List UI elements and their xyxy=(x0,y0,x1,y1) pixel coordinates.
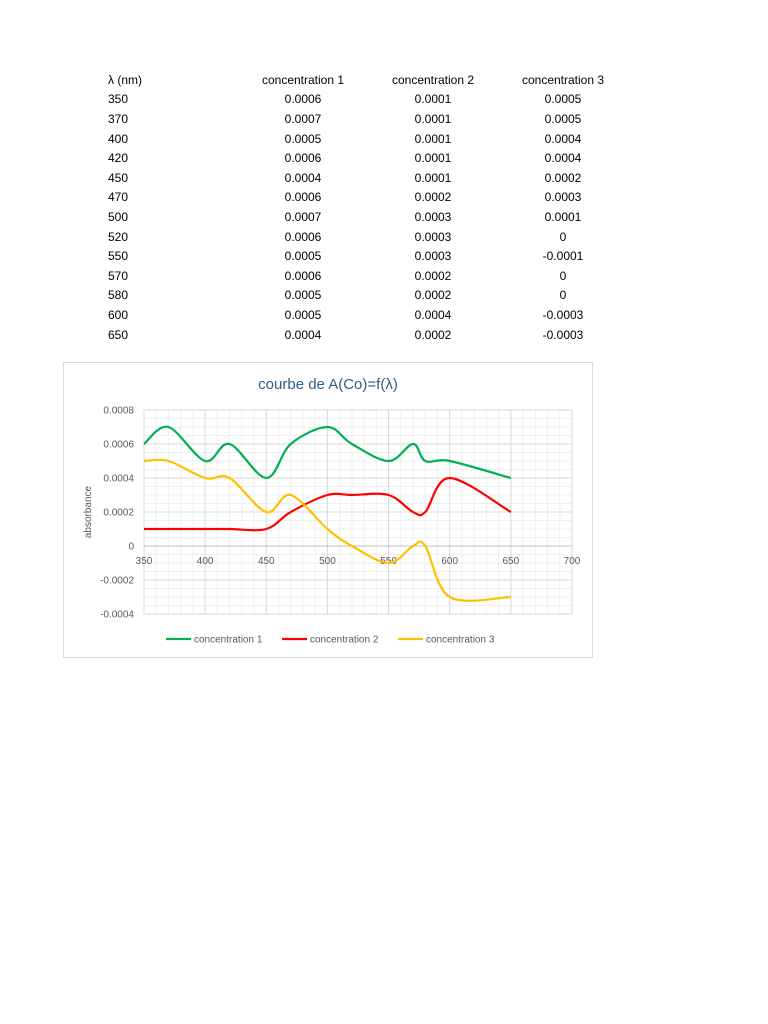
table-row xyxy=(60,266,628,286)
table-cell: 0.0006 xyxy=(284,190,322,205)
table-row xyxy=(60,246,628,266)
table-cell: 0.0001 xyxy=(544,209,582,224)
table-row xyxy=(60,325,628,345)
table-cell: 470 xyxy=(108,190,129,205)
legend-label-3: concentration 3 xyxy=(426,634,495,646)
table-cell: 0.0002 xyxy=(414,327,452,342)
y-tick-label: -0.0004 xyxy=(100,609,134,621)
chart-frame xyxy=(63,362,593,658)
legend-label-1: concentration 1 xyxy=(194,634,263,646)
table-cell: 600 xyxy=(108,307,129,322)
table-cell: 0.0006 xyxy=(284,151,322,166)
table-cell: 0.0002 xyxy=(414,288,452,303)
table-cell: 0.0004 xyxy=(544,151,582,166)
table-cell: 0.0005 xyxy=(284,131,322,146)
table-cell: 0.0002 xyxy=(544,170,582,185)
table-cell: 0.0001 xyxy=(414,92,452,107)
table-header-cell: concentration 3 xyxy=(521,72,605,87)
table-cell: 400 xyxy=(108,131,129,146)
table-cell: -0.0001 xyxy=(542,249,584,264)
x-tick-label: 650 xyxy=(502,556,520,567)
table-row xyxy=(60,129,628,149)
table-cell: 0.0006 xyxy=(284,92,322,107)
table-cell: 520 xyxy=(108,229,129,244)
table-header-cell: λ (nm) xyxy=(108,72,142,87)
y-axis-label: absorbance xyxy=(83,485,94,539)
table-cell: 0.0005 xyxy=(284,249,322,264)
table-cell: 0.0003 xyxy=(414,209,452,224)
table-cell: 450 xyxy=(108,170,129,185)
table-row xyxy=(60,227,628,247)
table-cell: 0.0002 xyxy=(414,190,452,205)
table-cell: 650 xyxy=(108,327,129,342)
y-tick-label: 0 xyxy=(128,541,134,553)
chart-title: courbe de A(Co)=f(λ) xyxy=(258,376,398,393)
line-chart xyxy=(64,363,592,657)
table-row xyxy=(60,148,628,168)
table-cell: 0.0007 xyxy=(284,209,322,224)
table-row xyxy=(60,90,628,110)
table-row xyxy=(60,286,628,306)
x-tick-label: 550 xyxy=(380,556,397,567)
table-cell: 0.0002 xyxy=(414,268,452,283)
table-row xyxy=(60,305,628,325)
table-cell: 0.0004 xyxy=(414,307,452,322)
table-cell: 0.0004 xyxy=(284,170,322,185)
table-cell: 0.0003 xyxy=(414,249,452,264)
table-cell: 0.0004 xyxy=(284,327,322,342)
y-tick-label: 0.0004 xyxy=(103,473,134,485)
table-cell: 0.0005 xyxy=(284,288,322,303)
table-cell: 0.0005 xyxy=(544,111,582,126)
table-cell: 0.0001 xyxy=(414,111,452,126)
x-tick-label: 350 xyxy=(135,556,153,567)
table-header-cell: concentration 1 xyxy=(261,72,345,87)
table-cell: 570 xyxy=(108,268,129,283)
table-cell: 0.0005 xyxy=(284,307,322,322)
table-row xyxy=(60,188,628,208)
table-cell: 370 xyxy=(108,111,129,126)
table-cell: 580 xyxy=(108,288,129,303)
table-cell: 0 xyxy=(559,229,567,244)
x-tick-label: 700 xyxy=(563,556,581,567)
table-cell: 0.0004 xyxy=(544,131,582,146)
y-tick-label: 0.0008 xyxy=(103,405,134,417)
table-cell: 0.0006 xyxy=(284,229,322,244)
table-cell: -0.0003 xyxy=(542,327,584,342)
table-header-row xyxy=(60,70,628,90)
legend-label-2: concentration 2 xyxy=(310,634,379,646)
y-tick-label: 0.0006 xyxy=(103,439,134,451)
table-cell: 0.0001 xyxy=(414,151,452,166)
table-header-cell: concentration 2 xyxy=(391,72,475,87)
x-tick-label: 500 xyxy=(319,556,336,567)
table-cell: 0.0003 xyxy=(414,229,452,244)
x-tick-label: 400 xyxy=(196,556,214,567)
table-row xyxy=(60,109,628,129)
table-cell: -0.0003 xyxy=(542,307,584,322)
y-tick-label: 0.0002 xyxy=(103,507,134,519)
table-cell: 0.0006 xyxy=(284,268,322,283)
table-row xyxy=(60,207,628,227)
x-tick-label: 450 xyxy=(257,556,275,567)
y-tick-label: -0.0002 xyxy=(100,575,134,587)
table-cell: 350 xyxy=(108,92,129,107)
x-tick-label: 600 xyxy=(441,556,459,567)
table-cell: 0 xyxy=(559,268,567,283)
table-cell: 550 xyxy=(108,249,129,264)
table-cell: 420 xyxy=(108,151,129,166)
table-cell: 0.0005 xyxy=(544,92,582,107)
table-cell: 500 xyxy=(108,209,129,224)
table-cell: 0.0003 xyxy=(544,190,582,205)
table-cell: 0.0001 xyxy=(414,131,452,146)
table-cell: 0.0007 xyxy=(284,111,322,126)
data-table xyxy=(60,70,628,344)
table-cell: 0.0001 xyxy=(414,170,452,185)
table-cell: 0 xyxy=(559,288,567,303)
table-row xyxy=(60,168,628,188)
